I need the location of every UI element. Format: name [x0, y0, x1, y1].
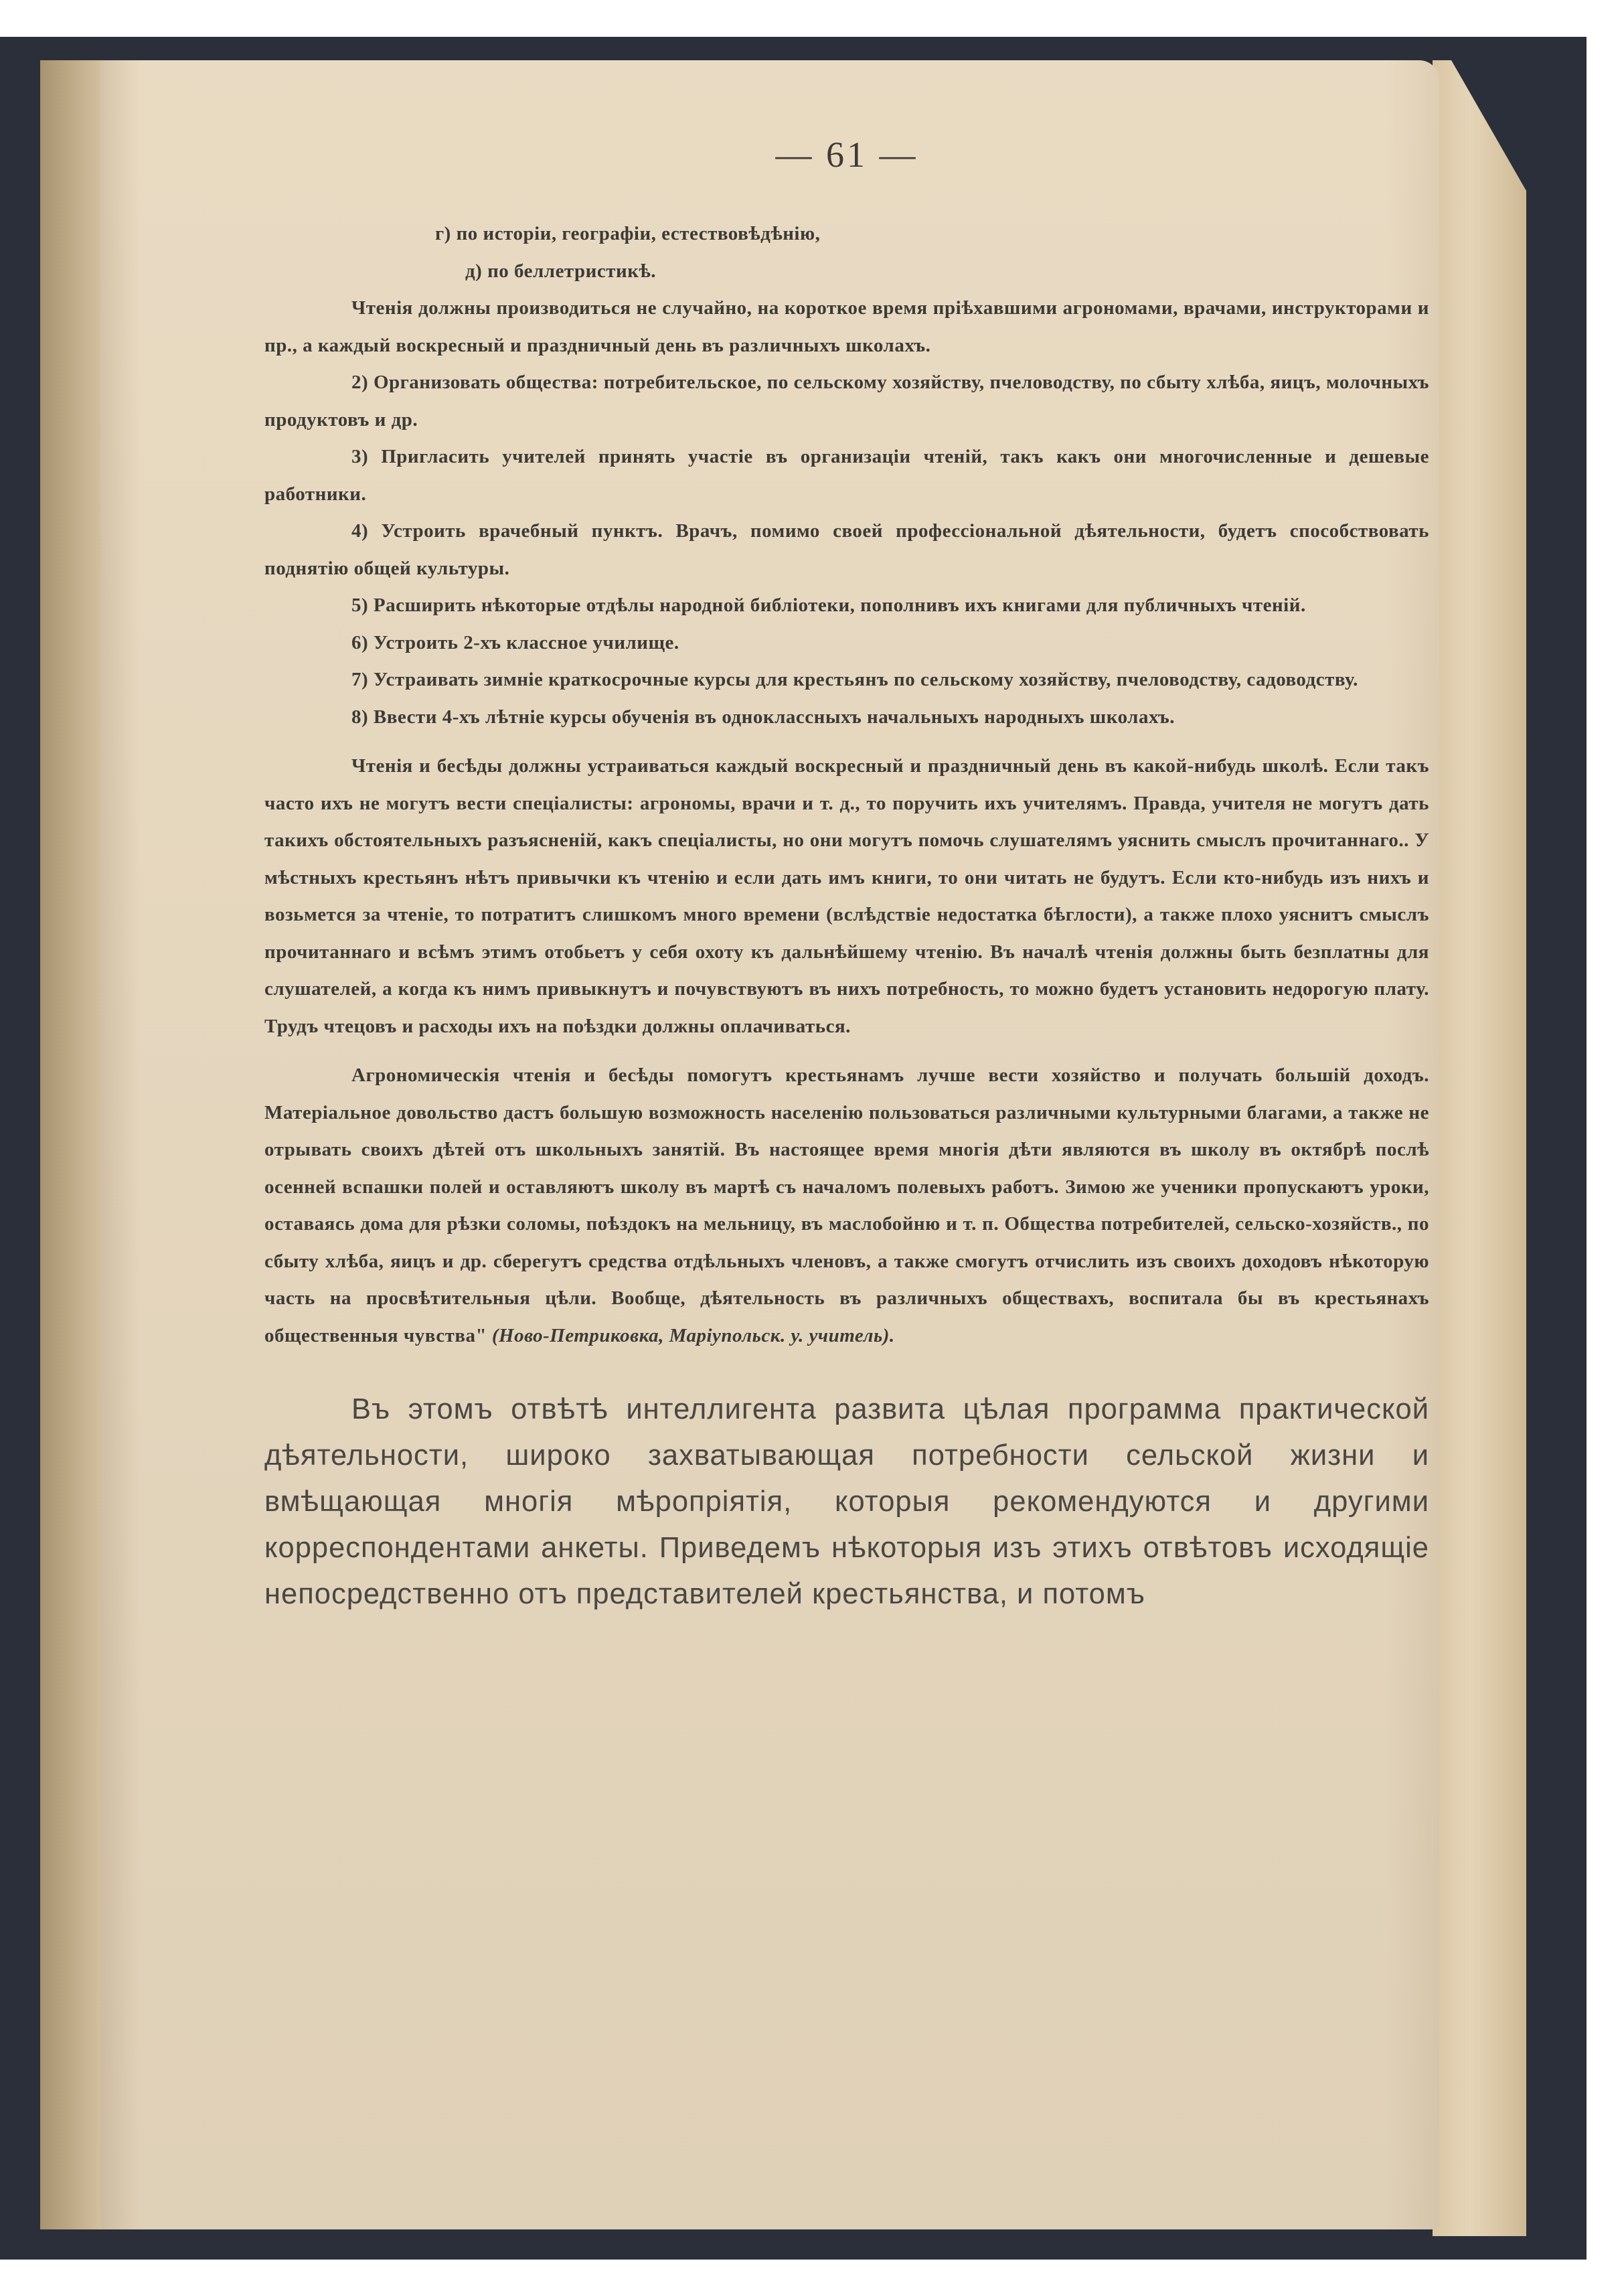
paragraph: 4) Устроить врачебный пунктъ. Врачъ, помимо своей профессіональной дѣятельности, будетъ способствовать поднятію общей культуры.: [264, 520, 1429, 579]
paragraph: Чтенія должны производиться не случайно, на короткое время пріѣхавшими агрономами, врачами, инструкторами и пр., а каждый воскресный и праздничный день въ различныхъ школахъ.: [264, 297, 1429, 356]
paragraph: 5) Расширить нѣкоторые отдѣлы народной библіотеки, пополнивъ ихъ книгами для публичныхъ чтеній.: [351, 595, 1306, 616]
page-number: — 61 —: [775, 135, 918, 175]
quoted-answer: [264, 216, 1429, 1354]
paragraph: 7) Устраивать зимніе краткосрочные курсы для крестьянъ по сельскому хозяйству, пчеловодству, садоводству.: [351, 669, 1358, 690]
paragraph: 2) Организовать общества: потребительское, по сельскому хозяйству, пчеловодству, по сбыту хлѣба, яицъ, молочныхъ продуктовъ и др.: [264, 372, 1429, 430]
page-edge: [1433, 60, 1526, 2236]
paragraph: [264, 1057, 1429, 1354]
page-content: [264, 134, 1429, 1647]
citation: (Ново-Петриковка, Маріупольск. у. учитель).: [491, 1324, 895, 1346]
paragraph: Чтенія и бесѣды должны устраиваться каждый воскресный и праздничный день въ какой-нибудь школѣ. Если такъ часто ихъ не могутъ вести спеціалисты: агрономы, врачи и т. д., то поручить ихъ учителямъ. Правда, учителя не могутъ дать такихъ обстоятельныхъ разъясненій, какъ спеціалисты, но они могутъ помочь слушателямъ уяснить смыслъ прочитаннаго.. У мѣстныхъ крестьянъ нѣтъ привычки къ чтенію и если дать имъ книги, то они читать не будутъ. Если кто-нибудь изъ нихъ и возьмется за чтеніе, то потратитъ слишкомъ много времени (вслѣдствіе недостатка бѣглости), а также плохо уяснитъ смыслъ прочитаннаго и всѣмъ этимъ отобьетъ у себя охоту къ дальнѣйшему чтенію. Въ началѣ чтенія должны быть безплатны для слушателей, а когда къ нимъ привыкнутъ и почувствуютъ въ нихъ потребность, то можно будетъ установить недорогую плату. Трудъ чтецовъ и расходы ихъ на поѣздки должны оплачиваться.: [264, 755, 1429, 1037]
paragraph: 8) Ввести 4-хъ лѣтніе курсы обученія въ одноклассныхъ начальныхъ народныхъ школахъ.: [351, 706, 1175, 728]
closing-paragraph: Въ этомъ отвѣтѣ интеллигента развита цѣлая программа практической дѣятельности, широко захватывающая потребности сельской жизни и вмѣщающая многія мѣропріятія, которыя рекомендуются и другими корреспондентами анкеты. Приведемъ нѣкоторыя изъ этихъ отвѣтовъ исходящіе непосредственно отъ представителей крестьянства, и потомъ: [264, 1393, 1429, 1610]
list-item: г) по исторіи, географіи, естествовѣдѣнію,: [435, 223, 821, 244]
list-item: д) по беллетристикѣ.: [465, 260, 657, 282]
paragraph: 3) Пригласить учителей принять участіе въ организаціи чтеній, такъ какъ они многочисленные и дешевые работники.: [264, 446, 1429, 505]
paragraph: 6) Устроить 2-хъ классное училище.: [351, 631, 679, 653]
paragraph-text: Агрономическія чтенія и бесѣды помогутъ крестьянамъ лучше вести хозяйство и получать большій доходъ. Матеріальное довольство дастъ большую возможность населенію пользоваться различными культурными благами, а также не отрывать своихъ дѣтей отъ школьныхъ занятій. Въ настоящее время многія дѣти являются въ школу въ октябрѣ послѣ осенней вспашки полей и оставляютъ школу въ мартѣ съ началомъ полевыхъ работъ. Зимою же ученики пропускаютъ уроки, оставаясь дома для рѣзки соломы, поѣздокъ на мельницу, въ маслобойню и т. п. Общества потребителей, сельско-хозяйств., по сбыту хлѣба, яицъ и др. сберегутъ средства отдѣльныхъ членовъ, а также смогутъ отчислить изъ своихъ доходовъ нѣкоторую часть на просвѣтительныя цѣли. Вообще, дѣятельность въ различныхъ обществахъ, воспитала бы въ крестьянахъ общественныя чувства": [264, 1064, 1429, 1346]
